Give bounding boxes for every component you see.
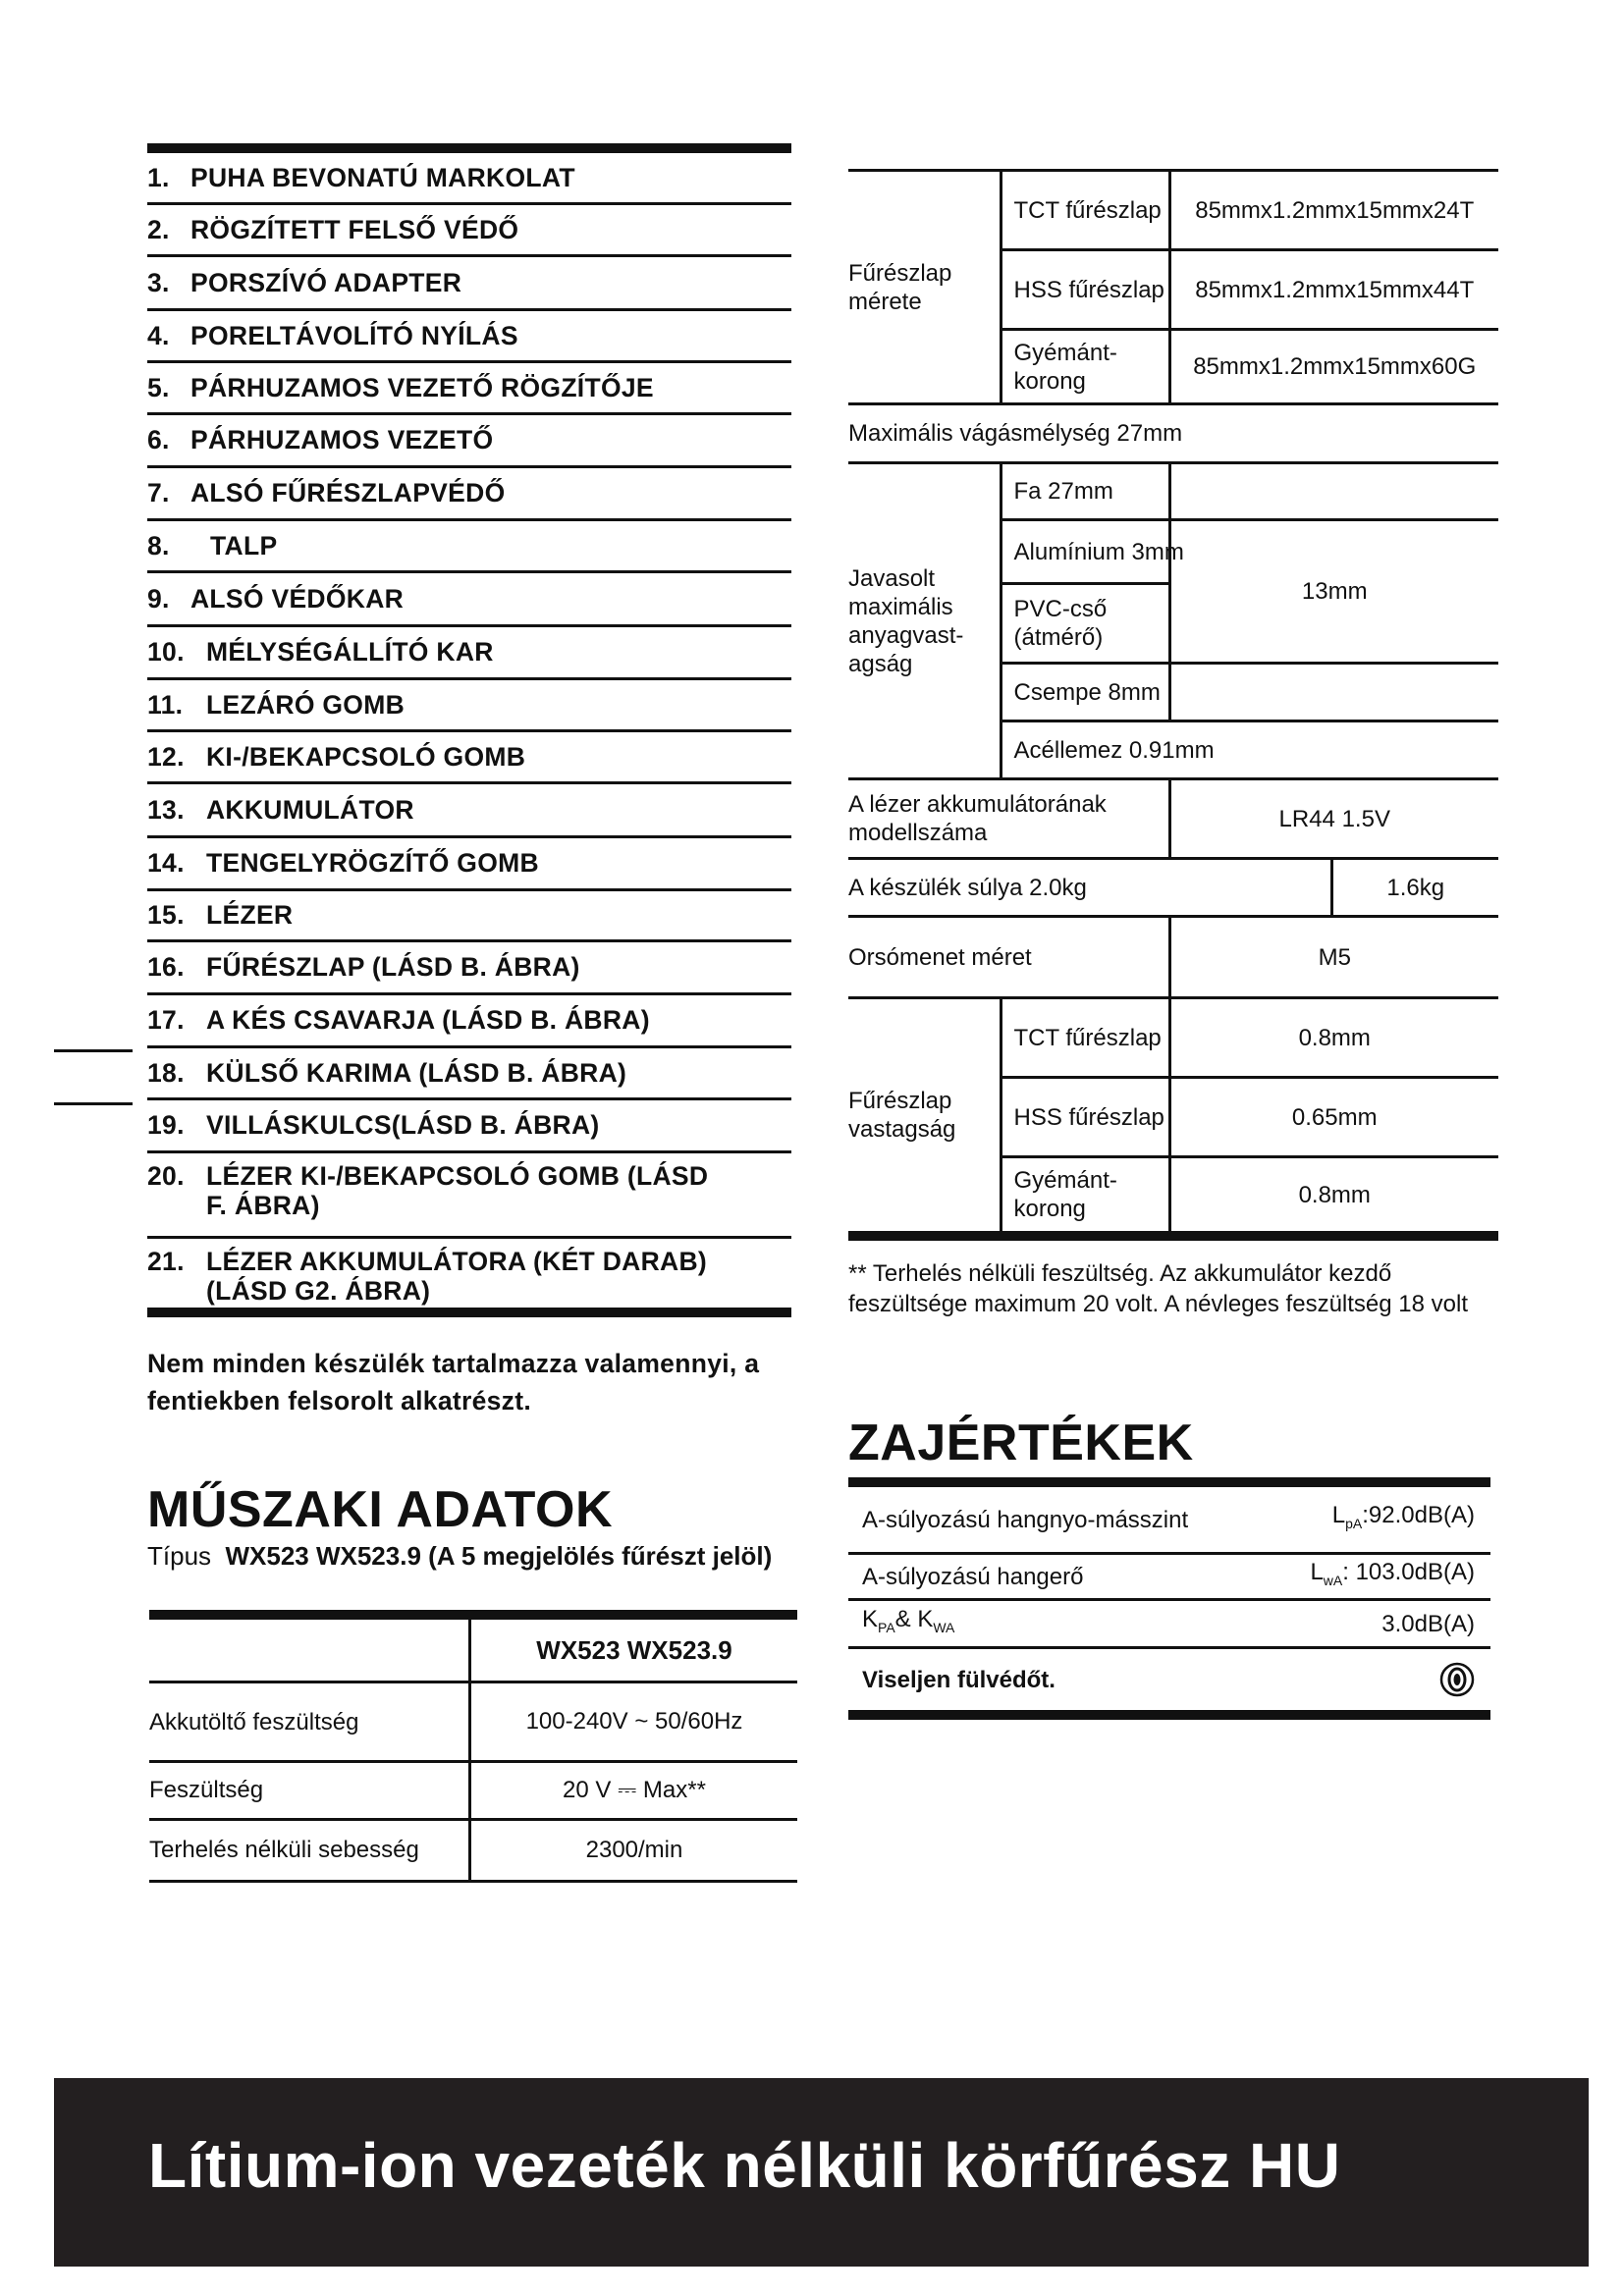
- list-item: 2. RÖGZÍTETT FELSŐ VÉDŐ: [147, 205, 791, 257]
- table-row: A lézer akkumulátorának modellszáma LR44 1.5V: [848, 779, 1498, 859]
- table-row: [149, 1615, 797, 1682]
- table-row: HSS fűrészlap 85mmx1.2mmx15mmx44T: [848, 250, 1498, 330]
- table-row: Orsómenet méret M5: [848, 917, 1498, 998]
- table-row: Gyémánt-korong 0.8mm: [848, 1157, 1498, 1237]
- table-row: A készülék súlya 2.0kg 1.6kg: [848, 859, 1498, 917]
- list-item: 4. PORELTÁVOLÍTÓ NYÍLÁS: [147, 311, 791, 363]
- noise-table: [848, 1477, 1490, 1720]
- list-item: 14. TENGELYRÖGZÍTŐ GOMB: [147, 838, 791, 891]
- table-row: Alumínium 3mm 13mm: [848, 520, 1498, 584]
- list-item: 3. PORSZÍVÓ ADAPTER: [147, 257, 791, 311]
- ear-protection-icon: [1439, 1662, 1475, 1697]
- list-item: 5. PÁRHUZAMOS VEZETŐ RÖGZÍTŐJE: [147, 363, 791, 415]
- table-row: $K_{PA}\&$ $K_{WA}$ 3.0dB(A): [848, 1600, 1490, 1648]
- table-row: PVC-cső (átmérő): [848, 584, 1498, 664]
- margin-mark: [54, 1102, 133, 1105]
- list-item: 12. KI-/BEKAPCSOLÓ GOMB: [147, 732, 791, 784]
- table-row: A-súlyozású hangerő $L_{wA}$: 103.0dB(A): [848, 1554, 1490, 1600]
- table-row: HSS fűrészlap 0.65mm: [848, 1078, 1498, 1157]
- table-row: Fűrészlap mérete TCT fűrészlap 85mmx1.2mmx15mmx24T: [848, 171, 1498, 250]
- table-row: Acéllemez 0.91mm: [848, 721, 1498, 779]
- list-item: 1. PUHA BEVONATÚ MARKOLAT: [147, 153, 791, 205]
- tech-data-title: MŰSZAKI ADATOK: [147, 1481, 614, 1538]
- list-item: 15. LÉZER: [147, 891, 791, 942]
- list-item: 6. PÁRHUZAMOS VEZETŐ: [147, 415, 791, 468]
- table-row: Akkutöltő feszültség 100-240V ~ 50/60Hz: [149, 1682, 797, 1762]
- table-row: Javasolt maximális anyagvast-agság Fa 27mm: [848, 463, 1498, 520]
- voltage-footnote: ** Terhelés nélküli feszültség. Az akkumulátor kezdő feszültsége maximum 20 volt. A névleges feszültség 18 volt: [848, 1260, 1468, 1317]
- list-item: 8. TALP: [147, 521, 791, 573]
- tech-spec-table: [149, 1610, 797, 1883]
- list-item: 20. LÉZER KI-/BEKAPCSOLÓ GOMB (LÁSD F. ÁBRA): [147, 1153, 791, 1239]
- table-row: Terhelés nélküli sebesség 2300/min: [149, 1820, 797, 1882]
- product-title: Lítium-ion vezeték nélküli körfűrész HU: [148, 2130, 1341, 2201]
- parts-list: [147, 143, 791, 1317]
- table-row: Fűrészlap vastagság TCT fűrészlap 0.8mm: [848, 998, 1498, 1078]
- list-item: 7. ALSÓ FŰRÉSZLAPVÉDŐ: [147, 468, 791, 521]
- noise-title: ZAJÉRTÉKEK: [848, 1415, 1194, 1471]
- table-row: Feszültség 20 V ⎓ Max**: [149, 1762, 797, 1820]
- margin-mark: [54, 1049, 133, 1052]
- list-item: 11. LEZÁRÓ GOMB: [147, 680, 791, 732]
- list-item: 10. MÉLYSÉGÁLLÍTÓ KAR: [147, 627, 791, 680]
- table-row: Maximális vágásmélység 27mm: [848, 404, 1498, 463]
- table-row: Viseljen fülvédőt.: [848, 1648, 1490, 1716]
- models-header: WX523 WX523.9: [470, 1615, 798, 1682]
- list-item: 21. LÉZER AKKUMULÁTORA (KÉT DARAB) (LÁSD G2. ÁBRA): [147, 1239, 791, 1317]
- table-row: Csempe 8mm: [848, 664, 1498, 721]
- list-item: 9. ALSÓ VÉDŐKAR: [147, 573, 791, 627]
- list-item: 18. KÜLSŐ KARIMA (LÁSD B. ÁBRA): [147, 1048, 791, 1100]
- list-item: 19. VILLÁSKULCS(LÁSD B. ÁBRA): [147, 1100, 791, 1153]
- list-item: 17. A KÉS CSAVARJA (LÁSD B. ÁBRA): [147, 995, 791, 1048]
- footer-banner: [54, 2078, 1589, 2267]
- table-row: A-súlyozású hangnyo-másszint $L_{pA}:92.0dB(A)$: [848, 1482, 1490, 1554]
- list-item: 13. AKKUMULÁTOR: [147, 784, 791, 838]
- parts-note: Nem minden készülék tartalmazza valamennyi, a fentiekben felsorolt alkatrészt.: [147, 1349, 760, 1415]
- table-row: Gyémánt-korong 85mmx1.2mmx15mmx60G: [848, 330, 1498, 404]
- type-line: Típus WX523 WX523.9 (A 5 megjelölés fűrészt jelöl): [147, 1541, 773, 1571]
- blade-spec-table: [848, 169, 1498, 1241]
- list-item: 16. FŰRÉSZLAP (LÁSD B. ÁBRA): [147, 942, 791, 995]
